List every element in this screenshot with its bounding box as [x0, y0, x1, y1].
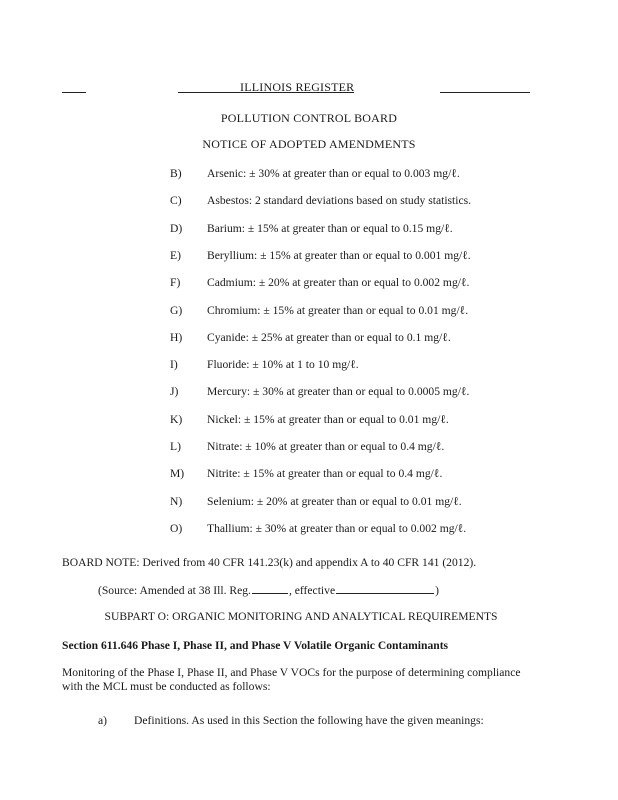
- criteria-item-text: Nickel: ± 15% at greater than or equal to 0.01 mg/ℓ.: [207, 412, 449, 426]
- criteria-item: [170, 413, 590, 431]
- criteria-item-label: N): [170, 494, 183, 508]
- criteria-item-text: Thallium: ± 30% at greater than or equal to 0.002 mg/ℓ.: [207, 521, 467, 535]
- criteria-item-label: B): [170, 167, 182, 180]
- criteria-item-text: Arsenic: ± 30% at greater than or equal to 0.003 mg/ℓ.: [207, 167, 460, 180]
- criteria-item-label: I): [170, 358, 178, 372]
- criteria-item-text: Mercury: ± 30% at greater than or equal to 0.0005 mg/ℓ.: [207, 385, 470, 399]
- criteria-item-text: Chromium: ± 15% at greater than or equal to 0.01 mg/ℓ.: [207, 303, 469, 317]
- criteria-item-text: Barium: ± 15% at greater than or equal to 0.15 mg/ℓ.: [207, 221, 453, 235]
- criteria-item: [170, 440, 590, 458]
- criteria-item-label: C): [170, 194, 182, 208]
- criteria-item: [170, 467, 590, 485]
- board-title: POLLUTION CONTROL BOARD: [220, 111, 398, 125]
- criteria-item-label: K): [170, 412, 183, 426]
- criteria-item-text: Cadmium: ± 20% at greater than or equal to 0.002 mg/ℓ.: [207, 276, 470, 290]
- header-rule-right: [440, 92, 530, 93]
- criteria-item-label: F): [170, 276, 181, 290]
- criteria-item-label: E): [170, 248, 181, 262]
- criteria-item: [170, 495, 590, 513]
- subpart-heading: SUBPART O: ORGANIC MONITORING AND ANALYTICAL REQUIREMENTS: [104, 610, 498, 623]
- subsection-a-text: Definitions. As used in this Section the following have the given meanings:: [134, 714, 484, 727]
- header-rule-left: [62, 92, 86, 93]
- criteria-item: [170, 304, 590, 322]
- criteria-item: [170, 249, 590, 267]
- source-suffix: ): [435, 584, 439, 597]
- criteria-item-text: Cyanide: ± 25% at greater than or equal to 0.1 mg/ℓ.: [207, 330, 451, 344]
- criteria-item-label: H): [170, 330, 183, 344]
- criteria-item-label: G): [170, 303, 183, 317]
- criteria-item: [170, 358, 590, 376]
- source-middle: , effective: [288, 584, 336, 597]
- criteria-item: [170, 331, 590, 349]
- criteria-item-text: Asbestos: 2 standard deviations based on study statistics.: [207, 194, 472, 208]
- intro-paragraph: Monitoring of the Phase I, Phase II, and Phase V VOCs for the purpose of determining compliance with the MCL must be conducted as follows:: [62, 666, 521, 693]
- criteria-item-text: Selenium: ± 20% at greater than or equal to 0.01 mg/ℓ.: [207, 494, 462, 508]
- criteria-item-text: Beryllium: ± 15% at greater than or equal to 0.001 mg/ℓ.: [207, 248, 471, 262]
- criteria-item-label: L): [170, 440, 181, 453]
- criteria-item: [170, 385, 590, 403]
- criteria-item-label: O): [170, 521, 183, 535]
- source-note: [98, 583, 439, 597]
- criteria-item-text: Nitrate: ± 10% at greater than or equal to 0.4 mg/ℓ.: [207, 440, 445, 453]
- criteria-item-text: Nitrite: ± 15% at greater than or equal to 0.4 mg/ℓ.: [207, 467, 443, 481]
- criteria-item: [170, 222, 590, 240]
- criteria-item-label: D): [170, 221, 183, 235]
- criteria-item: [170, 167, 590, 185]
- register-title: ILLINOIS REGISTER: [240, 80, 355, 94]
- notice-title: NOTICE OF ADOPTED AMENDMENTS: [202, 137, 416, 151]
- source-blank-reg: [252, 583, 288, 594]
- criteria-item-label: J): [170, 385, 179, 399]
- criteria-item: [170, 276, 590, 294]
- criteria-item: [170, 194, 590, 212]
- source-prefix: (Source: Amended at 38 Ill. Reg.: [98, 584, 251, 597]
- criteria-item-label: M): [170, 467, 185, 481]
- section-heading: Section 611.646 Phase I, Phase II, and Phase V Volatile Organic Contaminants: [62, 639, 449, 652]
- criteria-item-text: Fluoride: ± 10% at 1 to 10 mg/ℓ.: [207, 358, 359, 372]
- subsection-a-label: a): [98, 714, 108, 727]
- criteria-item: [170, 522, 590, 540]
- source-blank-effective: [336, 583, 434, 594]
- board-note: BOARD NOTE: Derived from 40 CFR 141.23(k) and appendix A to 40 CFR 141 (2012).: [62, 556, 477, 569]
